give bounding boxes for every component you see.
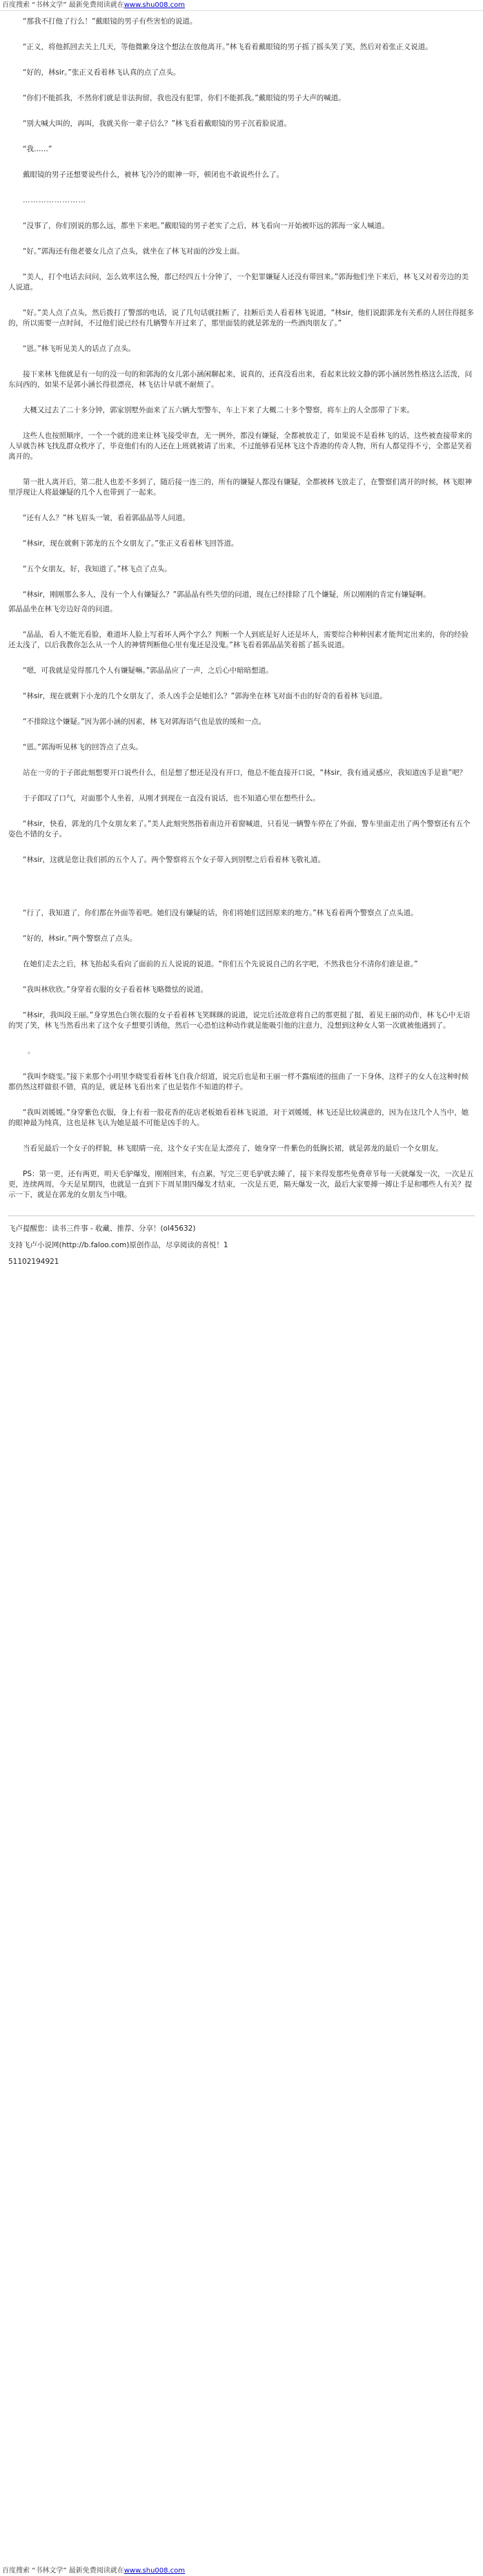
- signature-line: 飞卢提醒您：读书三件事 - 收藏、推荐、分享！(ol45632): [8, 1224, 196, 1233]
- paragraph: 站在一旁的于子郎此刻想要开口说些什么，但是想了想还是没有开口，他总不能直接开口说，“林sir，我有通灵感应，我知道凶手是谁”吧？: [23, 769, 467, 777]
- section-divider: ……………………: [23, 196, 86, 204]
- chapter-content: [0, 11, 483, 1267]
- paragraph: 当看见最后一个女子的样貌，林飞眼睛一亮，这个女子实在是太漂亮了，她身穿一件紫色的低胸长裙，就是郭龙的最后一个女朋友。: [23, 1144, 443, 1153]
- paragraph: “林sir，刚刚那么多人，没有一个人有嫌疑么？”郭晶晶有些失望的问道，现在已经排除了几个嫌疑，所以刚刚的肯定有嫌疑啊。: [23, 590, 431, 599]
- paragraph: 接下来林飞他就是有一句的没一句的和郭海的女儿郭小涵闲聊起来，说真的，还真没看出来，看起来比较文静的郭小涵居然性格这么活泼，问东问西的，如果不是郭小涵长得很漂亮，林飞估计早就不耐烦了。: [8, 370, 472, 389]
- paragraph: “好。”美人点了点头，然后拨打了警部的电话，说了几句话就挂断了，挂断后美人看着林飞说道，“林sir，他们说跟郭龙有关系的人居住得挺多的，所以需要一点时间，不过他们说已经有几辆警车开过来了，那里面装的就是郭龙的一些酒肉朋友了。”: [8, 309, 474, 327]
- paragraph: “别大喊大叫的，再叫，我就关你一辈子信么？”林飞看着戴眼镜的男子沉着脸说道。: [23, 119, 291, 128]
- paragraph: “那我不打他了行么！”戴眼镜的男子有些害怕的说道。: [23, 17, 197, 26]
- paragraph: 郭晶晶坐在林飞旁边好奇的问道。: [8, 605, 117, 613]
- paragraph: “嗯，可我就是觉得那几个人有嫌疑嘛。”郭晶晶应了一声，之后心中暗暗想道。: [23, 666, 273, 675]
- top-banner-text: 百度搜索 “书林文学” 最新免费阅读就在: [2, 1, 124, 9]
- paragraph: “好。”郭海还有他老婆女儿点了点头，就坐在了林飞对面的沙发上面。: [23, 247, 244, 256]
- top-banner: [0, 0, 483, 11]
- paragraph: 这些人也按照顺序，一个一个就的进来让林飞接受审查，无一例外，都没有嫌疑，全都被放走了，如果说不是看林飞的话，这些被查接带来的人早就告林飞找乱群众秩序了，毕竟他们有的人还在上班就被请了出来，不过能够看见林飞这个香港的传奇人物，所有人都觉得不亏，全都是笑着离开的。: [8, 432, 472, 461]
- paragraph: 大概又过去了二十多分钟，郭家别墅外面来了五六辆大型警车，车上下来了大概二十多个警察，将车上的人全部带了下来。: [23, 406, 414, 414]
- paragraph: “不排除这个嫌疑。”因为郭小涵的因素，林飞对郭海语气也是放的缓和一点。: [23, 718, 266, 726]
- paragraph: “我……”: [23, 145, 52, 153]
- paragraph: “五个女朋友，好，我知道了。”林飞点了点头。: [23, 565, 172, 573]
- paragraph: 戴眼镜的男子还想要说些什么，被林飞冷冷的眼神一吓，顿闭也不敢说些什么了。: [23, 171, 284, 179]
- signature-block: [8, 1215, 475, 1267]
- paragraph: “我叫李晓雯。”接下来那个小明里李晓雯看着林飞自我介绍道，说完后也是和王丽一样不露痕迹的扭曲了一下身体，这样子的女人在这种时候都仍然这样做很不错，真的是，就是林飞看出来了也是装作不知道的样子。: [8, 1073, 469, 1091]
- paragraph: “还有人么？”林飞眉头一皱，看着郭晶晶等人问道。: [23, 514, 190, 522]
- paragraph: “林sir，我叫段王丽。”身穿黑色白领衣服的女子看着林飞笑眯眯的说道，说完后还故意将自己的那更挺了挺，着见王丽的动作，林飞心中无语的哭了笑，林飞当然看出来了这个女子想要引诱他，然后一心恐怕这种动作就是能吸引他的注意力，没想到这种女人第一次就被他遇到了。: [8, 1011, 471, 1030]
- author-note: PS：第一更，还有两更，明天毛驴爆发，刚刚回来，有点累，写完三更毛驴就去睡了，接下来得发那些免费章节每一天就爆发一次，一次是五更，连续两周，今天是星期四，也就是一直到下下周星期四爆发才结束，一次是五更，隔天爆发一次，最后大家要搏一搏让手是和哪些人有关？提示一下，就是在郭龙的女朋友当中哦。: [8, 1170, 474, 1199]
- bottom-banner-text: 百度搜索 “书林文学” 最新免费阅读就在: [2, 2567, 124, 2575]
- paragraph: “好的，林sir。”两个警察点了点头。: [23, 934, 137, 943]
- top-banner-link[interactable]: www.shu008.com: [124, 1, 186, 9]
- paragraph: “林sir，快看，郭龙的几个女朋友来了。”美人此刻突然指着南边开着窗喊道，只看见一辆警车停在了外面，警车里面走出了两个警察还有五个姿色不错的女子。: [8, 820, 471, 838]
- paragraph: “正义，将他抓回去关上几天，等他微歉身这个想法在放他离开。”林飞看着戴眼镜的男子摇了摇头笑了笑，然后对着张正义说道。: [23, 43, 433, 51]
- paragraph: “恩。”林飞听见美人的话点了点头。: [23, 345, 136, 353]
- paragraph: “美人，打个电话去问问，怎么效率这么慢，都已经四五十分钟了，一个犯罪嫌疑人还没有带回来。”郭海他们坐下来后，林飞又对着旁边的美人说道。: [8, 273, 469, 291]
- paragraph: “林sir，现在就剩下郭龙的五个女朋友了。”张正义看着林飞回答道。: [23, 539, 239, 548]
- paragraph: 第一批人离开后，第二批人也差不多到了，随后接一连三的，所有的嫌疑人都没有嫌疑，全都被林飞放走了，在警察们离开的时候，林飞眼神里浮现让人将最嫌疑的几个人也带到了一起来。: [8, 478, 472, 497]
- bottom-banner: [0, 2566, 483, 2576]
- paragraph: “我叫刘媛媛。”身穿紫色衣服，身上有着一股花香的花店老板娘看着林飞说道，对于刘媛媛，林飞还是比较满意的，因为在这几个人当中，她的眼神最为纯真，这也是林飞认为她是最不可能是凶手的人。: [8, 1108, 469, 1127]
- signature-line: 支持飞卢小说网(http://b.faloo.com)原创作品，尽享阅读的喜悦！1: [8, 1241, 228, 1249]
- paragraph: “没事了，你们别说的那么远，都坐下来吧。”戴眼镜的男子老实了之后，林飞看向一开始被吓远的郭海一家人喊道。: [23, 222, 389, 230]
- paragraph: “林sir，这就是您让我们抓的五个人了。两个警察将五个女子带入到别墅之后看着林飞敬礼道。: [23, 856, 326, 864]
- signature-line: 51102194921: [8, 1258, 59, 1266]
- paragraph: “林sir，现在就剩下小龙的几个女朋友了，杀人凶手会是她们么？”郭海坐在林飞对面不由的好奇的看着林飞问道。: [23, 692, 387, 700]
- stray-period: 。: [28, 1047, 35, 1055]
- bottom-banner-link[interactable]: www.shu008.com: [124, 2567, 186, 2575]
- paragraph: 于子郎叹了口气，对面那个人坐着，从刚才到现在一直没有说话，也不知道心里在想些什么。: [23, 794, 320, 802]
- paragraph: “好的，林sir。”张正义看着林飞认真的点了点头。: [23, 68, 181, 77]
- paragraph: “我叫林欣欣。”身穿着衣服的女子看着林飞略微怯的说道。: [23, 986, 208, 994]
- paragraph: 在她们走去之后，林飞抬起头看向了面前的五人说说的说道。“你们五个先说说自己的名字吧，不然我也分不清你们谁是谁。”: [23, 960, 418, 968]
- spacer: [8, 881, 475, 908]
- paragraph: “行了，我知道了，你们都在外面等着吧。她们没有嫌疑的话，你们将她们送回原来的地方。”林飞看着两个警察点了点头道。: [23, 909, 418, 917]
- paragraph: “恩。”郭海听见林飞的回答点了点头。: [23, 743, 143, 751]
- paragraph: “晶晶，看人不能光看脸，难道坏人脸上写着坏人两个字么？判断一个人到底是好人还是坏人，需要综合种种因素才能判定出来的，你的经验还太浅了，以后我教你怎么从一个人的神情判断他心里有鬼还是没鬼。”林飞看着郭晶晶笑着摇了摇头说道。: [8, 631, 469, 649]
- paragraph: “你们不能抓我，不然你们就是非法拘留，我也没有犯罪，你们不能抓我。”戴眼镜的男子大声的喊道。: [23, 94, 346, 102]
